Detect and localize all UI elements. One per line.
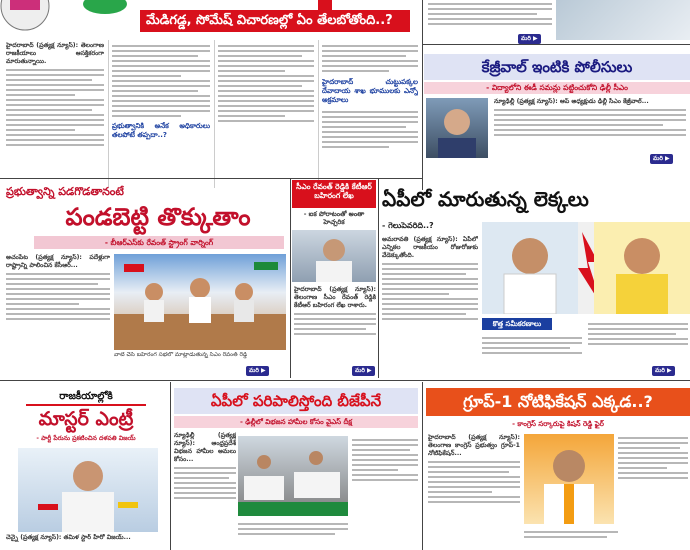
top-headline-band <box>140 10 410 32</box>
masthead-corner <box>0 0 140 32</box>
top-right-photo <box>556 0 690 40</box>
kejriwal-headline-band <box>424 54 690 80</box>
ap-numbers-body-2 <box>482 334 582 376</box>
bjp-ap-body-3 <box>238 520 348 548</box>
bjp-ap-subhead: - ఢిల్లీలో విభజన హామీల కోసం వైఎస్ దీక్ష <box>174 416 418 428</box>
revanth-body-col: అచంపేట (ప్రత్యక్ష న్యూస్): పదేళ్లుగా రాష్ట్రాన్ని పాలించిన కేసీఆర్... <box>6 254 110 358</box>
group1-subhead: - కాంగ్రెస్ సర్కారుపై కిషన్ రెడ్డి ఫైర్ <box>512 420 604 428</box>
red-tab <box>318 0 332 10</box>
kejriwal-photo <box>426 98 488 158</box>
kejriwal-more-button[interactable]: మరి ▶ <box>650 154 673 164</box>
revanth-caption: వాటి చేసి బహిరంగ సభలో మాట్లాడుతున్న సీఎం రేవంత్ రెడ్డి <box>114 352 248 358</box>
group1-headline-band: గ్రూప్-1 నోటిఫికేషన్ ఎక్కడ..? <box>426 388 690 416</box>
ktr-photo <box>292 230 376 282</box>
car-logo-icon <box>0 0 140 32</box>
bjp-ap-headline-band: ఏపీలో పరిపాలిస్తోంది బీజేపీనే <box>174 388 418 414</box>
bjp-ap-body-2 <box>352 436 418 548</box>
group1-body-2 <box>618 434 688 548</box>
revanth-kicker: ప్రభుత్వాన్ని పడగొడతానంటే <box>6 185 124 198</box>
bjp-ap-body: న్యూఢిల్లీ (ప్రత్యక్ష న్యూస్): ఆంధ్రప్రదేశ్ విభజన హామీల అమలు కోసం... <box>174 432 236 548</box>
ap-leaders-photo <box>482 222 690 314</box>
master-body: చెన్నై (ప్రత్యక్ష న్యూస్): తమిళ స్టార్ హీరో విజయ్... <box>6 534 131 541</box>
ap-numbers-body: అమరావతి (ప్రత్యక్ష న్యూస్): ఏపీలో ఎన్నికల రాజకీయం రోజురోజుకు వేడెక్కుతోంది. <box>382 236 478 376</box>
top-left-col-4 <box>322 42 418 186</box>
ap-numbers-subhead: - గెలుపెవరిది..? <box>382 221 434 230</box>
vijay-photo <box>18 448 158 532</box>
kejriwal-body: న్యూఢిల్లీ (ప్రత్యక్ష న్యూస్): ఆప్ అధ్యక్షుడు ఢిల్లీ సీఎం కేజ్రీవాల్... <box>494 98 686 164</box>
revanth-more-button[interactable]: మరి ▶ <box>246 366 269 376</box>
group1-body-3 <box>524 528 618 548</box>
bjp-ap-protest-photo <box>238 436 348 516</box>
ap-numbers-headline: ఏపీలో మారుతున్న లెక్కలు <box>382 187 589 211</box>
kejriwal-headline: కేజ్రీవాల్ ఇంటికి పోలీసులు <box>481 58 633 76</box>
top-left-subhead-bottom: ప్రభుత్వానికి అనేక అధికారులు తలపోటే తప్పదా..? <box>112 122 210 139</box>
ktr-sub: - ఐక పోరాటంతో అంతా హెచ్చరిక <box>303 210 365 226</box>
ktr-body: హైదరాబాద్ (ప్రత్యక్ష న్యూస్): తెలంగాణ సీఎం రేవంత్ రెడ్డికి కేటీఆర్ బహిరంగ లేఖ రాశారు. <box>294 286 376 368</box>
ktr-more-button[interactable]: మరి ▶ <box>352 366 375 376</box>
revanth-subhead: - బీఆర్ఎస్‌కు రేవంత్ స్ట్రాంగ్ వార్నింగ్ <box>34 236 284 249</box>
ap-numbers-more-button[interactable]: మరి ▶ <box>652 366 675 376</box>
revanth-rally-photo <box>114 254 286 350</box>
ktr-heading-band: సీఎం రేవంత్ రెడ్డికి కేటీఆర్ బహిరంగ లేఖ <box>292 180 376 208</box>
kishan-reddy-photo <box>524 434 614 524</box>
top-headline: మేడిగడ్డ, సోమేష్ విచారణల్లో ఏం తేలబోతోంది..? <box>146 13 393 28</box>
top-left-col-3 <box>218 42 314 186</box>
master-headline: మాస్టర్ ఎంట్రీ <box>38 408 134 430</box>
top-left-subhead-mid: హైదరాబాద్ చుట్టుపక్కల దేవాదాయ శాఖ భూములకు ఎన్నో అక్రమాలు <box>322 78 418 104</box>
revanth-headline: పండబెట్టి తొక్కుతాం <box>65 203 251 231</box>
group1-body: హైదరాబాద్ (ప్రత్యక్ష న్యూస్): తెలంగాణ కాంగ్రెస్ ప్రభుత్వం గ్రూప్-1 నోటిఫికేషన్... <box>428 434 520 548</box>
master-subhead: - పార్టీ పేరును ప్రకటించిన దళపతి విజయ్ <box>36 435 136 442</box>
top-left-col-2 <box>112 42 210 186</box>
ap-sub-box: కొత్త సమీకరణాలు <box>482 318 552 330</box>
top-right-more-button[interactable]: మరి ▶ <box>518 34 541 44</box>
top-left-col-1: హైదరాబాద్ (ప్రత్యక్ష న్యూస్): తెలంగాణ రాజకీయాలు ఆసక్తికరంగా మారుతున్నాయి. <box>6 42 104 186</box>
kejriwal-subhead: - విద్యాలోని ఈడీ సమన్లు పట్టించుకోని ఢిల్లీ సీఎం <box>424 82 690 94</box>
master-kicker: రాజకీయాల్లోకి <box>26 390 146 406</box>
